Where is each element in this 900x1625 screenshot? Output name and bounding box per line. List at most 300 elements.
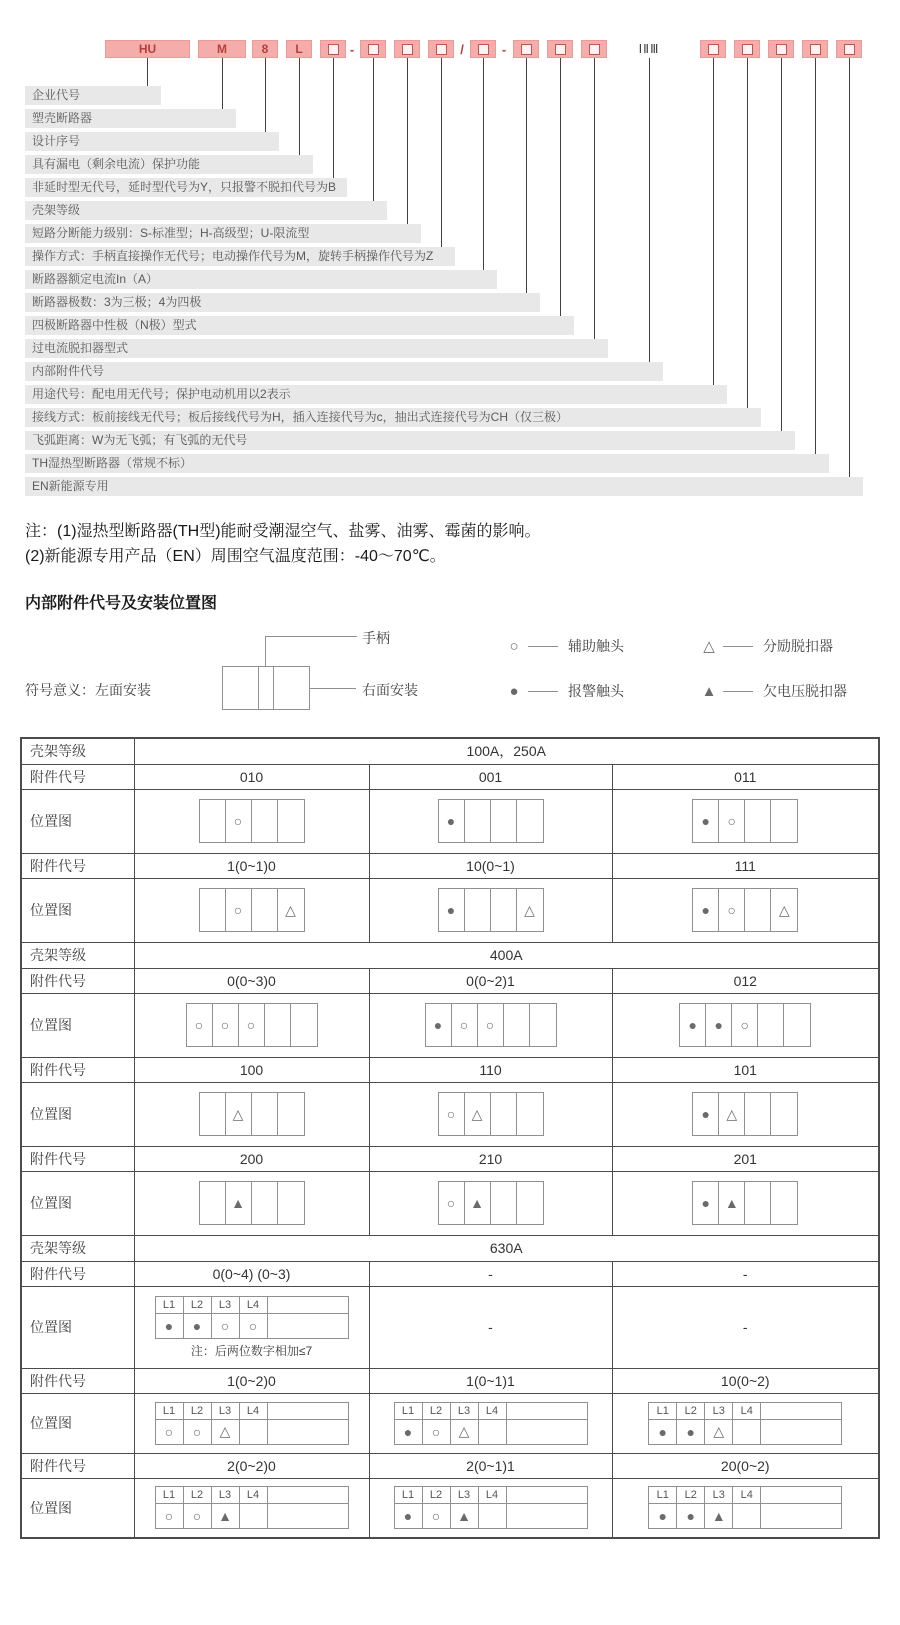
accessory-symbol: ○: [226, 889, 252, 931]
accessory-code: 1(0~1)1: [369, 1368, 612, 1393]
row-header-frame: 壳架等级: [21, 1235, 134, 1261]
accessory-symbol: [733, 1504, 761, 1528]
code-label: 用途代号：配电用无代号；保护电动机用以2表示: [25, 385, 727, 404]
accessory-symbol: [517, 1093, 543, 1135]
code-connector-line: [594, 58, 595, 339]
model-code-blank: [768, 40, 794, 58]
pole-label: L1: [395, 1487, 423, 1504]
accessory-symbol: ○: [213, 1004, 239, 1046]
accessory-symbol: ○: [212, 1314, 240, 1338]
row-header-code: 附件代号: [21, 853, 134, 878]
code-connector-line: [407, 58, 408, 224]
accessory-symbol: [491, 1182, 517, 1224]
model-code-company: HU: [105, 40, 190, 58]
aux-contact-icon: ○: [509, 637, 519, 655]
legend-entry-label: 分励脱扣器: [763, 638, 833, 654]
code-connector-line: [560, 58, 561, 316]
position-diagram-cell: -: [369, 1286, 612, 1368]
table-row: [21, 853, 879, 878]
accessory-symbol: [745, 889, 771, 931]
blank-code-square-icon: [810, 44, 821, 55]
accessory-symbol: △: [524, 901, 535, 918]
accessory-symbol: ○: [240, 1314, 268, 1338]
model-code-leakage: L: [286, 40, 312, 58]
accessory-symbol: [252, 1093, 278, 1135]
accessory-code: 010: [134, 764, 369, 789]
model-code-blank: [836, 40, 862, 58]
code-label: 内部附件代号: [25, 362, 663, 381]
pole-label: L2: [184, 1487, 212, 1504]
position-diagram-cell: [369, 1171, 612, 1235]
accessory-symbol: ●: [649, 1420, 677, 1444]
accessory-code: 012: [612, 968, 879, 993]
row-header-code: 附件代号: [21, 1057, 134, 1082]
position-diagram-cell: [134, 993, 369, 1057]
accessory-symbol: △: [226, 1093, 252, 1135]
accessory-code: 110: [369, 1057, 612, 1082]
model-code-design-no: 8: [252, 40, 278, 58]
model-code-blank: [700, 40, 726, 58]
accessory-symbol: [479, 1420, 507, 1444]
code-connector-line: [441, 58, 442, 247]
accessory-symbol: △: [285, 901, 296, 918]
row-header-position: 位置图: [21, 993, 134, 1057]
accessory-code: -: [612, 1261, 879, 1286]
accessory-code: 1(0~1)0: [134, 853, 369, 878]
blank-code-square-icon: [555, 44, 566, 55]
accessory-symbol: ●: [439, 889, 465, 931]
code-connector-line: [222, 58, 223, 109]
pole-label: L1: [649, 1403, 677, 1420]
position-diagram-cell: [134, 1171, 369, 1235]
position-diagram-cell: -: [612, 1286, 879, 1368]
accessory-symbol: [504, 1004, 530, 1046]
empty-slot: [761, 1403, 841, 1420]
blank-code-square-icon: [844, 44, 855, 55]
accessory-code: 100: [134, 1057, 369, 1082]
code-connector-line: [815, 58, 816, 454]
accessory-symbol: [771, 1093, 797, 1135]
row-header-code: 附件代号: [21, 1261, 134, 1286]
model-code-blank: [320, 40, 346, 58]
empty-slot: [507, 1403, 587, 1420]
position-diagram-cell: [612, 1082, 879, 1146]
row-header-frame: 壳架等级: [21, 738, 134, 764]
blank-code-square-icon: [402, 44, 413, 55]
empty-slot: [268, 1403, 348, 1420]
table-row: [21, 764, 879, 789]
position-diagram: [394, 1402, 588, 1445]
legend-dash-line: [528, 691, 558, 692]
code-label: 具有漏电（剩余电流）保护功能: [25, 155, 313, 174]
code-connector-line: [526, 58, 527, 293]
accessory-symbol: ▲: [451, 1504, 479, 1528]
code-connector-line: [713, 58, 714, 385]
accessory-symbol: ○: [184, 1504, 212, 1528]
pole-label: L1: [395, 1403, 423, 1420]
position-diagram: [155, 1486, 349, 1529]
accessory-symbol: ▲: [719, 1182, 745, 1224]
accessory-code: -: [369, 1261, 612, 1286]
accessory-symbol: ○: [452, 1004, 478, 1046]
accessory-symbol: [491, 1093, 517, 1135]
row-header-code: 附件代号: [21, 1453, 134, 1478]
accessory-symbol: ○: [478, 1004, 504, 1046]
code-connector-line: [483, 58, 484, 270]
legend-entry-label: 辅助触头: [568, 638, 624, 654]
table-row: [21, 1146, 879, 1171]
accessory-symbol: ●: [693, 1182, 719, 1224]
code-separator-slash: /: [460, 41, 464, 57]
position-diagram-cell: [369, 878, 612, 942]
code-connector-line: [299, 58, 300, 155]
position-diagram-cell: [612, 1393, 879, 1453]
table-row: [21, 1171, 879, 1235]
pole-label: L4: [479, 1403, 507, 1420]
table-row: [21, 1478, 879, 1538]
legend-entry-aux-contact: [505, 636, 624, 656]
row-header-position: 位置图: [21, 1082, 134, 1146]
position-diagram: [679, 1003, 811, 1047]
pole-label: L4: [479, 1487, 507, 1504]
accessory-symbol: [240, 1420, 268, 1444]
accessory-symbol: ●: [649, 1504, 677, 1528]
position-diagram: [186, 1003, 318, 1047]
table-row: [21, 878, 879, 942]
legend-entry-undervoltage-release: [700, 681, 847, 701]
pole-label: L4: [240, 1487, 268, 1504]
pole-label: L1: [156, 1487, 184, 1504]
accessory-symbol: ○: [732, 1004, 758, 1046]
pole-label: L2: [677, 1487, 705, 1504]
code-label: 四极断路器中性极（N极）型式: [25, 316, 574, 335]
accessory-symbol: [200, 1182, 226, 1224]
empty-slot: [507, 1504, 587, 1528]
accessory-symbol: ○: [423, 1504, 451, 1528]
table-row: [21, 942, 879, 968]
position-diagram: [438, 799, 544, 843]
table-row: [21, 1261, 879, 1286]
accessory-symbol: △: [465, 1093, 491, 1135]
breaker-left-cell: [223, 667, 258, 709]
frame-rating-value: 400A: [134, 942, 879, 968]
code-connector-line: [849, 58, 850, 477]
pole-label: L4: [733, 1487, 761, 1504]
code-connector-line: [649, 58, 650, 362]
pole-label: L4: [733, 1403, 761, 1420]
pole-label: L3: [212, 1297, 240, 1314]
pole-label: L3: [212, 1487, 240, 1504]
accessory-symbol: [733, 1420, 761, 1444]
position-diagram-cell: [369, 789, 612, 853]
code-label: 塑壳断路器: [25, 109, 236, 128]
empty-slot: [268, 1297, 348, 1314]
code-label: 设计序号: [25, 132, 279, 151]
empty-slot: [761, 1504, 841, 1528]
row-header-position: 位置图: [21, 1286, 134, 1368]
table-row: [21, 1368, 879, 1393]
blank-code-square-icon: [368, 44, 379, 55]
accessory-code: 001: [369, 764, 612, 789]
empty-slot: [268, 1487, 348, 1504]
model-code-blank: [470, 40, 496, 58]
table-row: [21, 1393, 879, 1453]
position-diagram-cell: [134, 1478, 369, 1538]
accessory-symbol: ○: [719, 800, 745, 842]
model-code-blank: [513, 40, 539, 58]
position-diagram: [199, 799, 305, 843]
position-diagram: [692, 888, 798, 932]
accessory-symbol: [745, 1182, 771, 1224]
blank-code-square-icon: [521, 44, 532, 55]
accessory-symbol: ○: [156, 1504, 184, 1528]
position-diagram: [438, 1092, 544, 1136]
model-code-blank: [734, 40, 760, 58]
position-diagram: [425, 1003, 557, 1047]
accessory-symbol: [252, 800, 278, 842]
blank-code-square-icon: [478, 44, 489, 55]
blank-code-square-icon: [589, 44, 600, 55]
diagram-note: 注：后两位数字相加≤7: [190, 1343, 313, 1358]
accessory-symbol: ●: [184, 1314, 212, 1338]
empty-slot: [761, 1420, 841, 1444]
accessory-code: 2(0~1)1: [369, 1453, 612, 1478]
accessory-symbol: ▲: [705, 1504, 733, 1528]
blank-code-square-icon: [776, 44, 787, 55]
pole-label: L2: [184, 1403, 212, 1420]
legend-dash-line: [723, 646, 753, 647]
accessory-symbol: [200, 889, 226, 931]
position-diagram: [438, 888, 544, 932]
accessory-symbol: △: [451, 1420, 479, 1444]
row-header-frame: 壳架等级: [21, 942, 134, 968]
frame-rating-value: 630A: [134, 1235, 879, 1261]
legend-entry-alarm-contact: [505, 681, 624, 701]
table-row: [21, 1286, 879, 1368]
code-label: 操作方式：手柄直接操作无代号；电动操作代号为M，旋转手柄操作代号为Z: [25, 247, 455, 266]
accessory-symbol: △: [705, 1420, 733, 1444]
blank-code-square-icon: [328, 44, 339, 55]
accessory-symbol: △: [212, 1420, 240, 1444]
accessory-symbol: [771, 1182, 797, 1224]
position-diagram-cell: [612, 1171, 879, 1235]
position-diagram: [648, 1402, 842, 1445]
table-row: [21, 789, 879, 853]
accessory-code-table: [20, 737, 880, 1539]
accessory-symbol: ○: [439, 1093, 465, 1135]
accessory-symbol: ●: [156, 1314, 184, 1338]
code-label: 非延时型无代号，延时型代号为Y，只报警不脱扣代号为B: [25, 178, 347, 197]
code-connector-line: [265, 58, 266, 132]
code-connector-line: [747, 58, 748, 408]
note-line-1: 注：(1)湿热型断路器(TH型)能耐受潮湿空气、盐雾、油雾、霉菌的影响。: [25, 523, 541, 540]
code-label: 过电流脱扣器型式: [25, 339, 608, 358]
code-label: TH湿热型断路器（常规不标）: [25, 454, 829, 473]
pole-label: L1: [156, 1403, 184, 1420]
accessory-symbol: [745, 1093, 771, 1135]
accessory-code: 111: [612, 853, 879, 878]
position-diagram-cell: [134, 1286, 369, 1368]
code-label: 飞弧距离：W为无飞弧；有飞弧的无代号: [25, 431, 795, 450]
code-label: 壳架等级: [25, 201, 387, 220]
legend-entry-label: 报警触头: [568, 683, 624, 699]
code-label: EN新能源专用: [25, 477, 863, 496]
accessory-symbol: [278, 1093, 304, 1135]
alarm-contact-icon: ●: [509, 682, 519, 700]
accessory-symbol: ○: [423, 1420, 451, 1444]
code-separator-dash: -: [501, 41, 507, 57]
accessory-code: 101: [612, 1057, 879, 1082]
code-label: 企业代号: [25, 86, 161, 105]
blank-code-square-icon: [436, 44, 447, 55]
blank-code-square-icon: [708, 44, 719, 55]
position-diagram: [155, 1296, 349, 1339]
accessory-symbol: ○: [187, 1004, 213, 1046]
code-separator-dash: -: [349, 41, 355, 57]
model-code-blank: [394, 40, 420, 58]
accessory-code: 201: [612, 1146, 879, 1171]
position-diagram: [199, 1092, 305, 1136]
code-connector-line: [373, 58, 374, 201]
table-row: [21, 1453, 879, 1478]
accessory-symbol: ○: [184, 1420, 212, 1444]
table-row: [21, 968, 879, 993]
position-diagram-cell: [612, 789, 879, 853]
accessory-code: 20(0~2): [612, 1453, 879, 1478]
legend-entry-label: 欠电压脱扣器: [763, 683, 847, 699]
table-row: [21, 738, 879, 764]
symbol-meaning-label: 符号意义：左面安装: [25, 682, 151, 698]
accessory-symbol: ○: [239, 1004, 265, 1046]
position-diagram-cell: [612, 878, 879, 942]
accessory-symbol: [517, 800, 543, 842]
accessory-symbol: ●: [426, 1004, 452, 1046]
accessory-symbol: ●: [395, 1420, 423, 1444]
code-label: 接线方式：板前接线无代号；板后接线代号为H，插入连接代号为c，抽出式连接代号为CH（仅三极）: [25, 408, 761, 427]
blank-code-square-icon: [742, 44, 753, 55]
accessory-symbol: ●: [693, 889, 719, 931]
row-header-position: 位置图: [21, 1171, 134, 1235]
accessory-symbol: [517, 1182, 543, 1224]
breaker-outline-diagram: [222, 666, 310, 710]
code-connector-line: [333, 58, 334, 178]
position-diagram-cell: [134, 878, 369, 942]
accessory-symbol: ○: [719, 889, 745, 931]
accessory-symbol: [758, 1004, 784, 1046]
row-header-code: 附件代号: [21, 1146, 134, 1171]
symbol-legend: [0, 618, 900, 730]
accessory-symbol: ●: [693, 1093, 719, 1135]
accessory-symbol: ●: [395, 1504, 423, 1528]
position-diagram-cell: [134, 1393, 369, 1453]
position-diagram-cell: [134, 789, 369, 853]
accessory-code: 200: [134, 1146, 369, 1171]
accessory-symbol: [491, 800, 517, 842]
accessory-code: 011: [612, 764, 879, 789]
undervoltage-release-icon: ▲: [701, 682, 717, 700]
accessory-code: 10(0~1): [369, 853, 612, 878]
position-diagram-cell: [369, 1478, 612, 1538]
accessory-symbol: △: [719, 1093, 745, 1135]
position-diagram: [692, 1181, 798, 1225]
accessory-symbol: [265, 1004, 291, 1046]
accessory-symbol: ●: [439, 800, 465, 842]
accessory-symbol: [745, 800, 771, 842]
model-code-blank: [428, 40, 454, 58]
accessory-symbol: [465, 800, 491, 842]
row-header-position: 位置图: [21, 789, 134, 853]
legend-dash-line: [723, 691, 753, 692]
accessory-symbol: [479, 1504, 507, 1528]
breaker-middle-cell: [258, 667, 274, 709]
position-diagram: [394, 1486, 588, 1529]
accessory-symbol: [291, 1004, 317, 1046]
model-code-breaker-type: M: [198, 40, 246, 58]
accessory-code: 10(0~2): [612, 1368, 879, 1393]
position-diagram-cell: [369, 993, 612, 1057]
pole-label: L1: [156, 1297, 184, 1314]
section-title: 内部附件代号及安装位置图: [25, 595, 218, 612]
empty-slot: [268, 1420, 348, 1444]
breaker-right-cell: [274, 667, 309, 709]
position-diagram-cell: [612, 1478, 879, 1538]
empty-slot: [507, 1420, 587, 1444]
pole-label: L4: [240, 1297, 268, 1314]
position-diagram: [155, 1402, 349, 1445]
accessory-symbol: ▲: [212, 1504, 240, 1528]
accessory-symbol: [465, 889, 491, 931]
accessory-symbol: ●: [677, 1420, 705, 1444]
pole-label: L3: [451, 1403, 479, 1420]
handle-pointer-line: [265, 636, 266, 666]
code-label: 断路器极数：3为三极；4为四极: [25, 293, 540, 312]
row-header-code: 附件代号: [21, 764, 134, 789]
accessory-symbol: [200, 1093, 226, 1135]
pole-label: L2: [423, 1487, 451, 1504]
position-diagram-cell: [612, 993, 879, 1057]
accessory-symbol: ●: [677, 1504, 705, 1528]
notes-block: [25, 520, 875, 570]
row-header-position: 位置图: [21, 1393, 134, 1453]
pole-label: L2: [677, 1403, 705, 1420]
handle-pointer-line: [265, 636, 357, 637]
table-row: [21, 1057, 879, 1082]
pole-label: L2: [423, 1403, 451, 1420]
handle-label: 手柄: [362, 630, 390, 646]
accessory-symbol: [278, 800, 304, 842]
model-code-release-types: ⅠⅡⅢ: [638, 42, 660, 56]
pole-label: L3: [705, 1487, 733, 1504]
model-code-blank: [547, 40, 573, 58]
note-line-2: (2)新能源专用产品（EN）周围空气温度范围：-40～70℃。: [25, 547, 446, 565]
accessory-code: 0(0~3)0: [134, 968, 369, 993]
code-label: 短路分断能力级别：S-标准型；H-高级型；U-限流型: [25, 224, 421, 243]
position-diagram: [692, 799, 798, 843]
model-code-blank: [581, 40, 607, 58]
pole-label: L1: [649, 1487, 677, 1504]
accessory-symbol: ▲: [226, 1182, 252, 1224]
table-row: [21, 1235, 879, 1261]
accessory-symbol: ●: [706, 1004, 732, 1046]
accessory-symbol: [278, 1182, 304, 1224]
row-header-code: 附件代号: [21, 1368, 134, 1393]
accessory-symbol: ○: [439, 1182, 465, 1224]
accessory-symbol: ●: [693, 800, 719, 842]
accessory-symbol: [252, 889, 278, 931]
row-header-position: 位置图: [21, 878, 134, 942]
empty-slot: [268, 1504, 348, 1528]
accessory-code: 0(0~2)1: [369, 968, 612, 993]
